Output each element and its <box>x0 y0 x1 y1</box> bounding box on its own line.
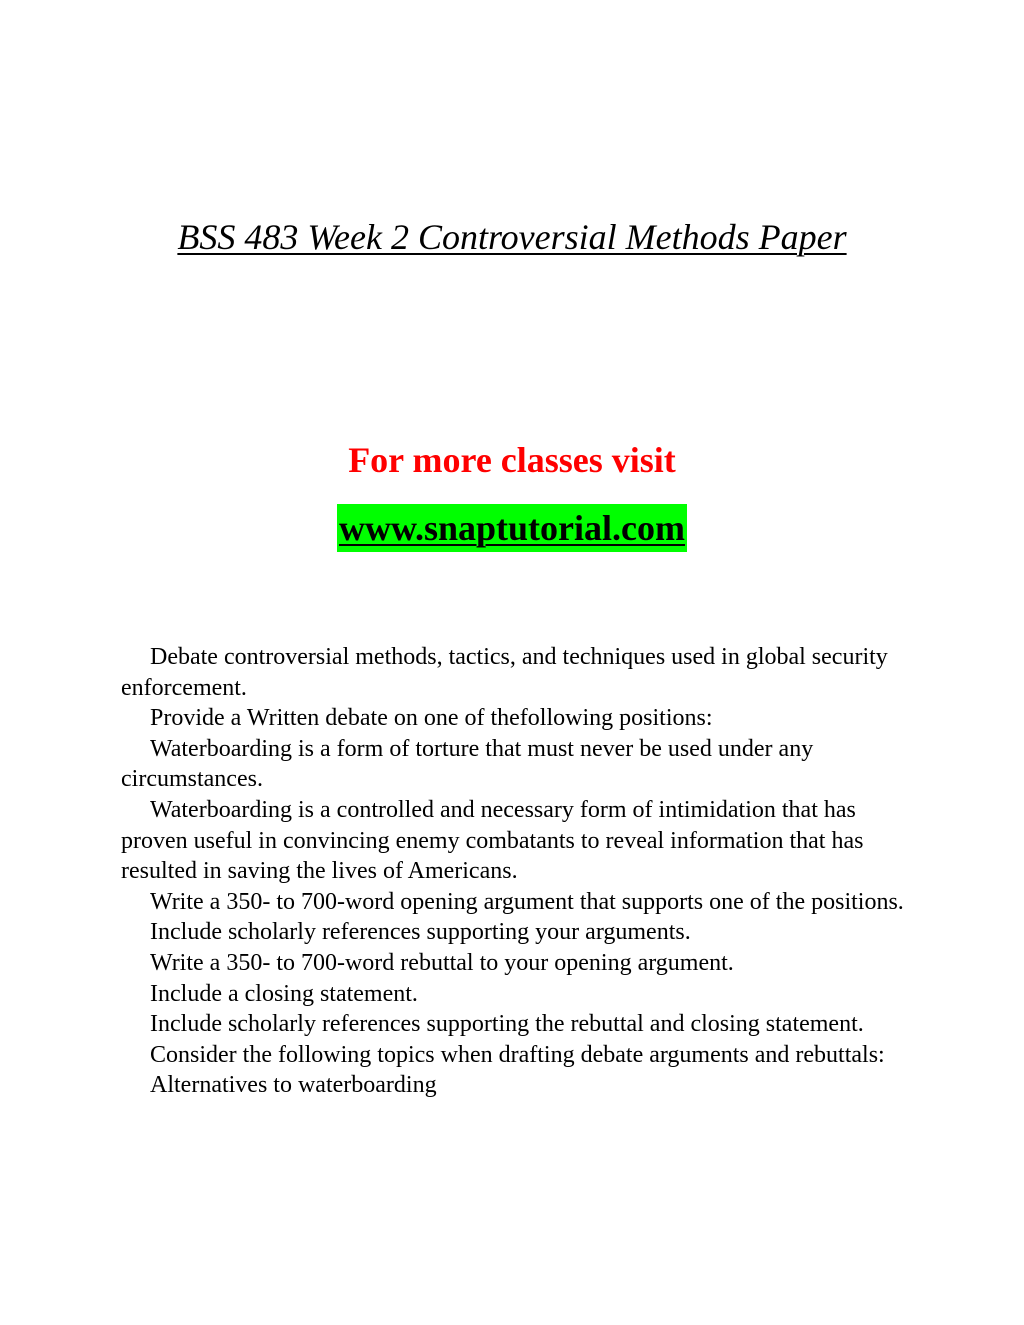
paragraph: Alternatives to waterboarding <box>150 1072 437 1099</box>
document-title-text: BSS 483 Week 2 Controversial Methods Paper <box>177 217 847 257</box>
document-title <box>0 215 1024 259</box>
paragraph: Include a closing statement. <box>150 980 418 1007</box>
paragraph: Write a 350- to 700-word opening argument that supports one of the positions. <box>150 888 904 915</box>
website-link-container <box>0 504 1024 552</box>
assignment-body <box>121 642 911 1101</box>
paragraph: Provide a Written debate on one of thefollowing positions: <box>150 705 713 732</box>
paragraph: Include scholarly references supporting your arguments. <box>150 919 691 946</box>
paragraph: Write a 350- to 700-word rebuttal to your opening argument. <box>150 949 734 976</box>
paragraph: Debate controversial methods, tactics, and techniques used in global security enforcement. <box>121 644 888 701</box>
paragraph: Waterboarding is a form of torture that must never be used under any circumstances. <box>121 735 814 793</box>
paragraph: Waterboarding is a controlled and necessary form of intimidation that has proven useful in convincing enemy combatants to reveal information that has resulted in saving the lives of Americans. <box>121 796 864 885</box>
website-link[interactable]: www.snaptutorial.com <box>337 504 687 552</box>
promo-text: For more classes visit <box>348 440 676 480</box>
paragraph: Include scholarly references supporting the rebuttal and closing statement. <box>150 1011 864 1038</box>
paragraph: Consider the following topics when drafting debate arguments and rebuttals: <box>150 1041 885 1068</box>
